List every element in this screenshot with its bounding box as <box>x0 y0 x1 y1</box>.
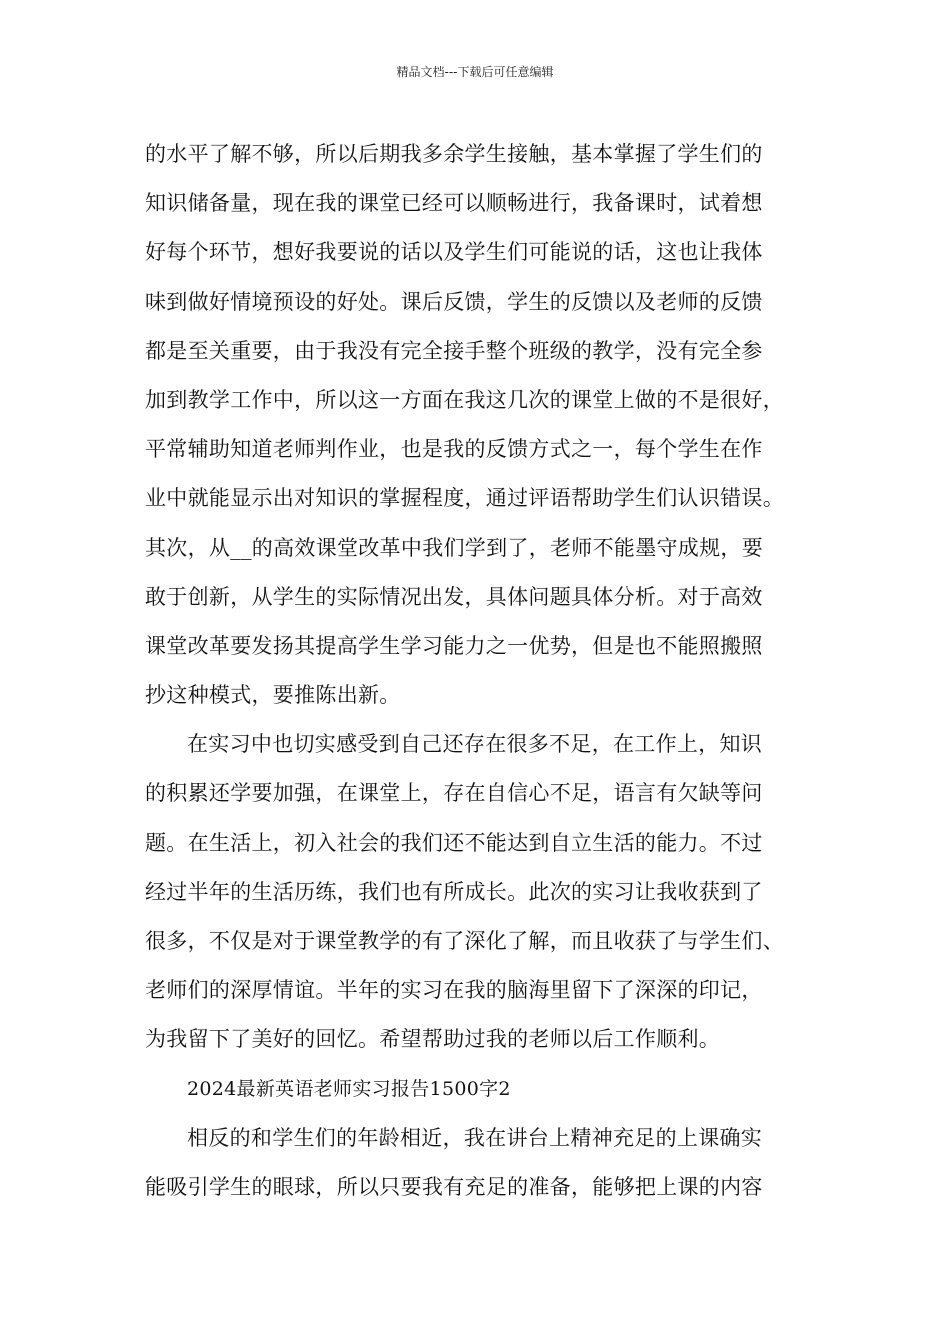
text-line: 很多，不仅是对于课堂教学的有了深化了解，而且收获了与学生们、 <box>145 929 784 953</box>
text-line: 经过半年的生活历练，我们也有所成长。此次的实习让我收获到了 <box>145 879 763 904</box>
text-line: 的水平了解不够，所以后期我多余学生接触，基本掌握了学生们的 <box>145 142 763 166</box>
text-line: 能吸引学生的眼球，所以只要我有充足的准备，能够把上课的内容 <box>145 1174 763 1199</box>
text-line: 平常辅助知道老师判作业，也是我的反馈方式之一，每个学生在作 <box>145 437 763 462</box>
text-line: 题。在生活上，初入社会的我们还不能达到自立生活的能力。不过 <box>145 830 763 855</box>
text-line: 加到教学工作中，所以这一方面在我这几次的课堂上做的不是很好， <box>145 387 784 412</box>
text-line: 知识储备量，现在我的课堂已经可以顺畅进行，我备课时，试着想 <box>145 191 763 216</box>
text-line: 敢于创新，从学生的实际情况出发，具体问题具体分析。对于高效 <box>145 584 763 609</box>
text-line: 都是至关重要，由于我没有完全接手整个班级的教学，没有完全参 <box>145 338 763 363</box>
text-line: 的积累还学要加强，在课堂上，存在自信心不足，语言有欠缺等问 <box>145 781 763 806</box>
text-line: 抄这种模式，要推陈出新。 <box>145 683 401 708</box>
text-line: 味到做好情境预设的好处。课后反馈，学生的反馈以及老师的反馈 <box>145 289 763 314</box>
text-line: 好每个环节，想好我要说的话以及学生们可能说的话，这也让我体 <box>145 240 763 265</box>
paragraph-start-line: 在实习中也切实感受到自己还存在很多不足，在工作上，知识 <box>187 732 763 757</box>
text-line: 其次，从__的高效课堂改革中我们学到了，老师不能墨守成规，要 <box>145 535 763 560</box>
section-heading: 2024最新英语老师实习报告1500字2 <box>187 1077 511 1100</box>
text-line: 老师们的深厚情谊。半年的实习在我的脑海里留下了深深的印记， <box>145 978 763 1003</box>
paragraph-start-line: 相反的和学生们的年龄相近，我在讲台上精神充足的上课确实 <box>187 1125 763 1150</box>
text-line: 为我留下了美好的回忆。希望帮助过我的老师以后工作顺利。 <box>145 1027 721 1052</box>
text-line: 课堂改革要发扬其提高学生学习能力之一优势，但是也不能照搬照 <box>145 633 763 658</box>
text-line: 业中就能显示出对知识的掌握程度，通过评语帮助学生们认识错误。 <box>145 486 784 511</box>
document-body <box>145 130 825 1212</box>
page-header: 精品文档---下载后可任意编辑 <box>396 65 554 79</box>
